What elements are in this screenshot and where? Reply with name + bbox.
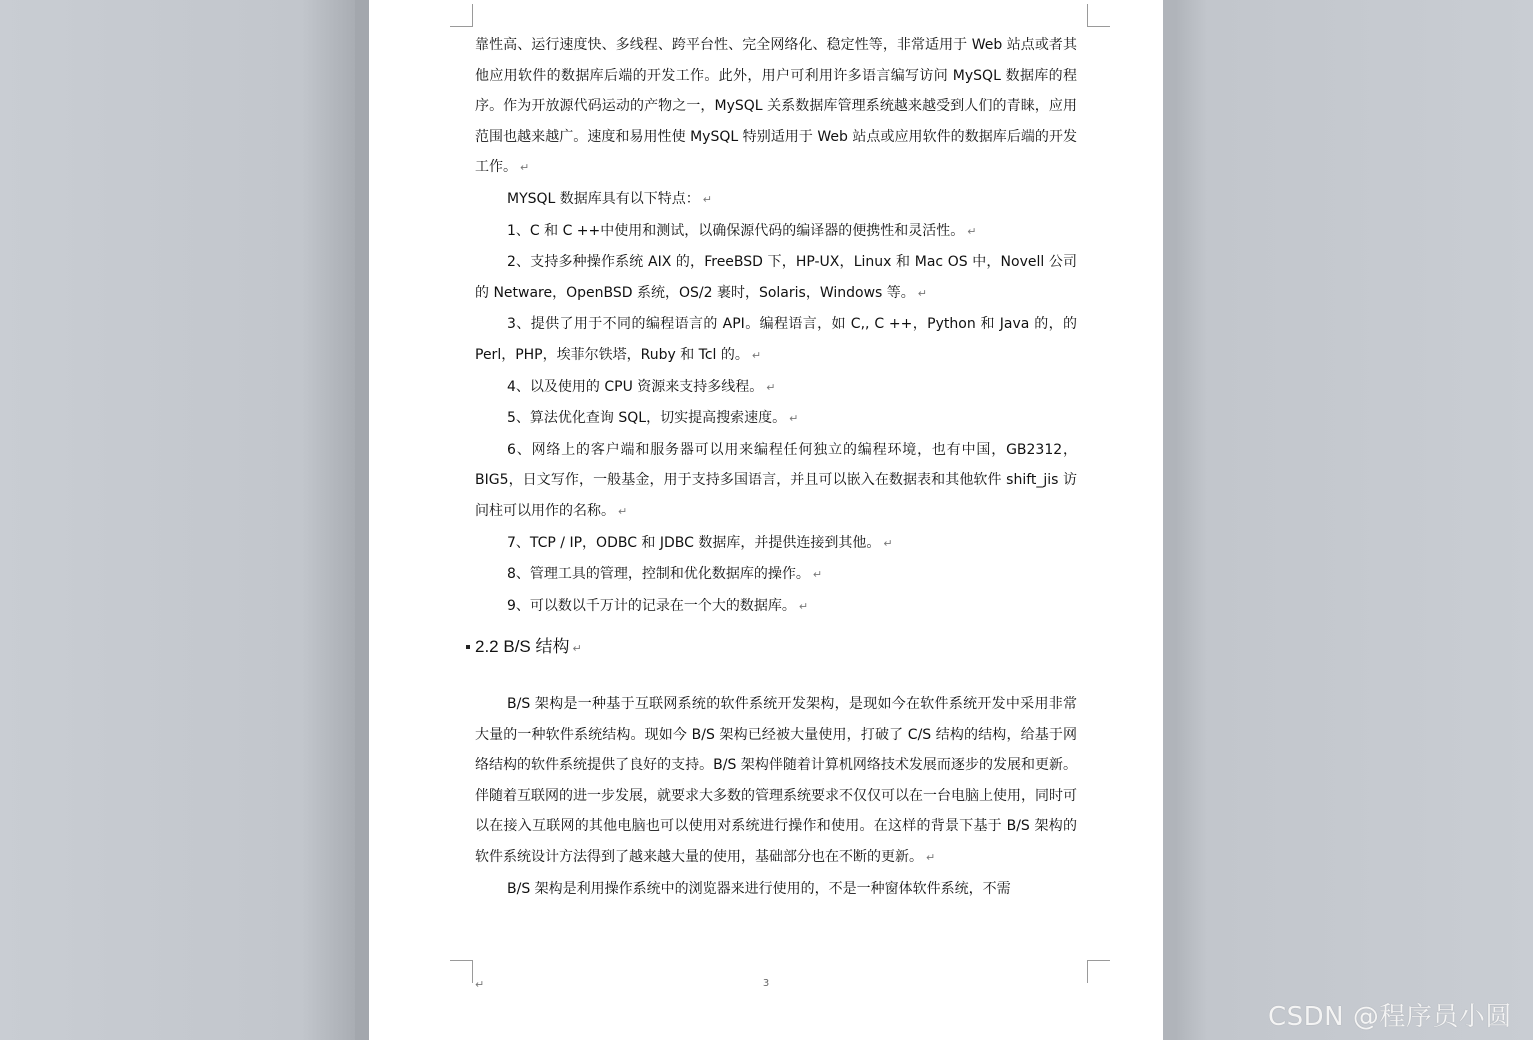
paragraph <box>475 184 1077 216</box>
crop-mark-top-left <box>450 4 473 27</box>
paragraph <box>475 874 1077 905</box>
paragraph-text: 9、可以数以千万计的记录在一个大的数据库。 <box>507 597 796 614</box>
footer-paragraph-mark: ↵ <box>475 978 485 991</box>
paragraph-mark-icon: ↵ <box>702 192 713 206</box>
paragraph-text: 7、TCP / IP，ODBC 和 JDBC 数据库，并提供连接到其他。 <box>507 534 881 551</box>
paragraph-text: B/S 架构是利用操作系统中的浏览器来进行使用的，不是一种窗体软件系统，不需 <box>507 880 1011 897</box>
paragraph-text: 5、算法优化查询 SQL，切实提高搜索速度。 <box>507 410 787 427</box>
paragraph-text: 4、以及使用的 CPU 资源来支持多线程。 <box>507 378 764 395</box>
paragraph-mark-icon: ↵ <box>618 504 628 518</box>
document-page[interactable] <box>369 0 1163 1040</box>
paragraph-text: 靠性高、运行速度快、多线程、跨平台性、完全网络化、稳定性等，非常适用于 Web 站点或者其他应用软件的数据库后端的开发工作。此外，用户可利用许多语言编写访问 MySQL 数据库的程序。作为开放源代码运动的产物之一，MySQL 关系数据库管理系统越来越受到人们的青睐，应用范围也越来越广。速度和易用性使 MySQL 特别适用于 Web 站点或应用软件的数据库后端的开发工作。 <box>475 37 1077 176</box>
paragraph-mark-icon: ↵ <box>751 348 762 362</box>
paragraph-mark-icon: ↵ <box>812 568 823 582</box>
paragraph <box>475 216 1077 248</box>
paragraph-mark-icon: ↵ <box>926 850 936 864</box>
paragraph-mark-icon: ↵ <box>798 599 809 613</box>
page-shadow-left <box>355 0 369 1040</box>
paragraph-mark-icon: ↵ <box>520 161 530 175</box>
paragraph <box>475 689 1077 874</box>
workspace-right <box>1163 0 1533 1040</box>
section-heading-text: 2.2 B/S 结构 <box>475 637 570 656</box>
paragraph <box>475 403 1077 435</box>
paragraph-text: 6、网络上的客户端和服务器可以用来编程任何独立的编程环境，也有中国，GB2312，BIG5，日文写作，一般基金，用于支持多国语言，并且可以嵌入在数据表和其他软件 shift_jis 访问柱可以用作的名称。 <box>475 441 1077 519</box>
paragraph-mark-icon: ↵ <box>883 536 893 550</box>
paragraph-mark-icon: ↵ <box>967 224 977 238</box>
paragraph <box>475 559 1077 591</box>
paragraph <box>475 247 1077 309</box>
paragraph-text: B/S 架构是一种基于互联网系统的软件系统开发架构，是现如今在软件系统开发中采用非常大量的一种软件系统结构。现如今 B/S 架构已经被大量使用，打破了 C/S 结构的结构，给基于网络结构的软件系统提供了良好的支持。B/S 架构伴随着计算机网络技术发展而逐步的发展和更新。伴随着互联网的进一步发展，就要求大多数的管理系统要求不仅仅可以在一台电脑上使用，同时可以在接入互联网的其他电脑也可以使用对系统进行操作和使用。在这样的背景下基于 B/S 架构的软件系统设计方法得到了越来越大量的使用，基础部分也在不断的更新。 <box>475 696 1077 865</box>
paragraph-mark-icon: ↵ <box>572 643 582 655</box>
paragraph-text: 2、支持多种操作系统 AIX 的，FreeBSD 下，HP-UX，Linux 和 Mac OS 中，Novell 公司的 Netware，OpenBSD 系统，OS/2 裹时，Solaris，Windows 等。 <box>475 254 1077 301</box>
paragraph-text: 3、提供了用于不同的编程语言的 API。编程语言，如 C,, C ++，Python 和 Java 的，的 Perl，PHP，埃菲尔铁塔，Ruby 和 Tcl 的。 <box>475 316 1077 363</box>
paragraph-mark-icon: ↵ <box>766 380 776 394</box>
paragraph-text: 8、管理工具的管理，控制和优化数据库的操作。 <box>507 566 810 583</box>
paragraph-mark-icon: ↵ <box>789 412 799 426</box>
body-text-top <box>475 30 1077 622</box>
workspace-left <box>0 0 355 1040</box>
watermark: CSDN @程序员小圆 <box>1268 1002 1512 1032</box>
page-shadow-right <box>1163 0 1177 1040</box>
paragraph-text: 1、C 和 C ++中使用和测试，以确保源代码的编译器的便携性和灵活性。 <box>507 222 965 239</box>
paragraph <box>475 309 1077 371</box>
crop-mark-top-right <box>1087 4 1110 27</box>
body-text-bottom <box>475 689 1077 904</box>
page-number: 3 <box>762 978 770 989</box>
paragraph-mark-icon: ↵ <box>917 286 927 300</box>
paragraph <box>475 30 1077 184</box>
heading-bullet-icon <box>466 645 470 649</box>
paragraph <box>475 435 1077 528</box>
paragraph <box>475 372 1077 404</box>
section-heading <box>475 630 1077 666</box>
paragraph <box>475 591 1077 623</box>
paragraph-text: MYSQL 数据库具有以下特点： <box>507 190 700 207</box>
paragraph <box>475 528 1077 560</box>
